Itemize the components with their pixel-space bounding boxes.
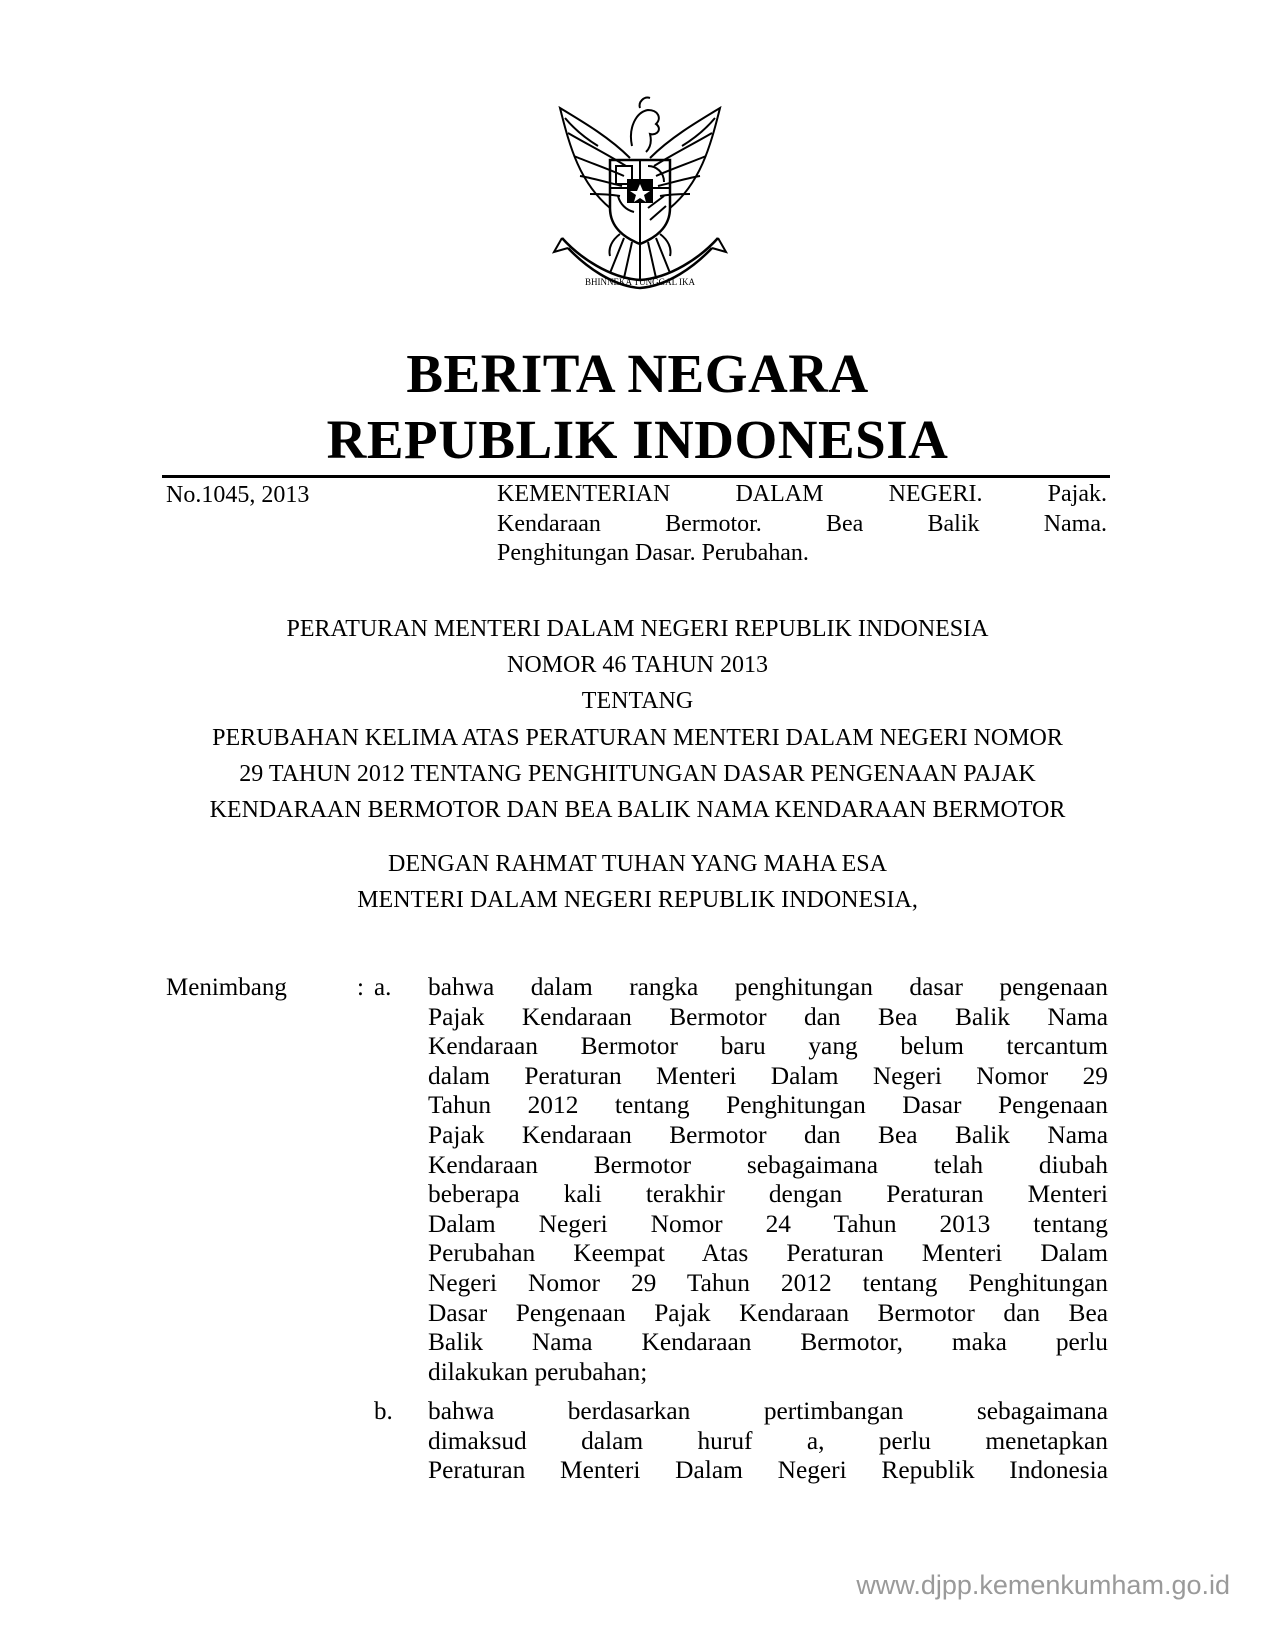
grace-phrase: DENGAN RAHMAT TUHAN YANG MAHA ESA — [388, 851, 887, 877]
text-line: beberapa kali terakhir dengan Peraturan Menteri — [428, 1180, 1108, 1209]
text-line: Peraturan Menteri Dalam Negeri Republik Indonesia — [428, 1456, 1108, 1485]
gazette-subject-line: Kendaraan Bermotor. Bea Balik Nama. — [497, 510, 1107, 537]
text-line: bahwa dalam rangka penghitungan dasar pengenaan — [428, 973, 1108, 1001]
text-line: Dalam Negeri Nomor 24 Tahun 2013 tentang — [428, 1209, 1108, 1238]
regulation-subject-line: PERUBAHAN KELIMA ATAS PERATURAN MENTERI DALAM NEGERI NOMOR — [212, 725, 1063, 751]
emblem-motto: BHINNEKA TUNGGAL IKA — [585, 277, 695, 287]
considering-colon: : — [357, 974, 364, 1001]
considering-item-letter: a. — [374, 974, 392, 1001]
text-line: Pajak Kendaraan Bermotor dan Bea Balik Nama — [428, 1120, 1108, 1149]
text-line: Negeri Nomor 29 Tahun 2012 tentang Penghitungan — [428, 1268, 1108, 1297]
minister-title: MENTERI DALAM NEGERI REPUBLIK INDONESIA, — [357, 887, 918, 913]
text-line: Dasar Pengenaan Pajak Kendaraan Bermotor dan Bea — [428, 1298, 1108, 1327]
regulation-subject-line: 29 TAHUN 2012 TENTANG PENGHITUNGAN DASAR PENGENAAN PAJAK — [239, 761, 1036, 787]
regulation-number: NOMOR 46 TAHUN 2013 — [507, 652, 768, 678]
gazette-number: No.1045, 2013 — [166, 482, 310, 508]
considering-item-a — [428, 973, 1108, 1387]
text-line: dilakukan perubahan; — [428, 1357, 648, 1386]
text-line: Tahun 2012 tentang Penghitungan Dasar Pengenaan — [428, 1091, 1108, 1120]
text-line: bahwa berdasarkan pertimbangan sebagaimana — [428, 1397, 1108, 1425]
considering-label: Menimbang — [166, 974, 287, 1001]
text-line: dalam Peraturan Menteri Dalam Negeri Nomor 29 — [428, 1061, 1108, 1090]
text-line: dimaksud dalam huruf a, perlu menetapkan — [428, 1426, 1108, 1455]
source-watermark: www.djpp.kemenkumham.go.id — [856, 1570, 1230, 1600]
header-divider — [162, 475, 1110, 478]
gazette-subject — [497, 480, 1107, 569]
considering-item-b — [428, 1397, 1108, 1486]
text-line: Balik Nama Kendaraan Bermotor, maka perlu — [428, 1328, 1108, 1357]
regulation-about: TENTANG — [581, 688, 694, 714]
gazette-subject-line: KEMENTERIAN DALAM NEGERI. Pajak. — [497, 481, 1107, 507]
gazette-title-line2: REPUBLIK INDONESIA — [326, 409, 949, 470]
gazette-subject-line: Penghitungan Dasar. Perubahan. — [497, 540, 809, 566]
text-line: Kendaraan Bermotor baru yang belum tercantum — [428, 1032, 1108, 1061]
gazette-title-line1: BERITA NEGARA — [406, 343, 869, 404]
text-line: Perubahan Keempat Atas Peraturan Menteri Dalam — [428, 1239, 1108, 1268]
regulation-title: PERATURAN MENTERI DALAM NEGERI REPUBLIK INDONESIA — [286, 616, 989, 642]
text-line: Kendaraan Bermotor sebagaimana telah diubah — [428, 1150, 1108, 1179]
text-line: Pajak Kendaraan Bermotor dan Bea Balik Nama — [428, 1002, 1108, 1031]
considering-item-letter: b. — [374, 1398, 393, 1425]
regulation-subject-line: KENDARAAN BERMOTOR DAN BEA BALIK NAMA KENDARAAN BERMOTOR — [209, 797, 1066, 823]
garuda-emblem-icon — [540, 88, 740, 293]
